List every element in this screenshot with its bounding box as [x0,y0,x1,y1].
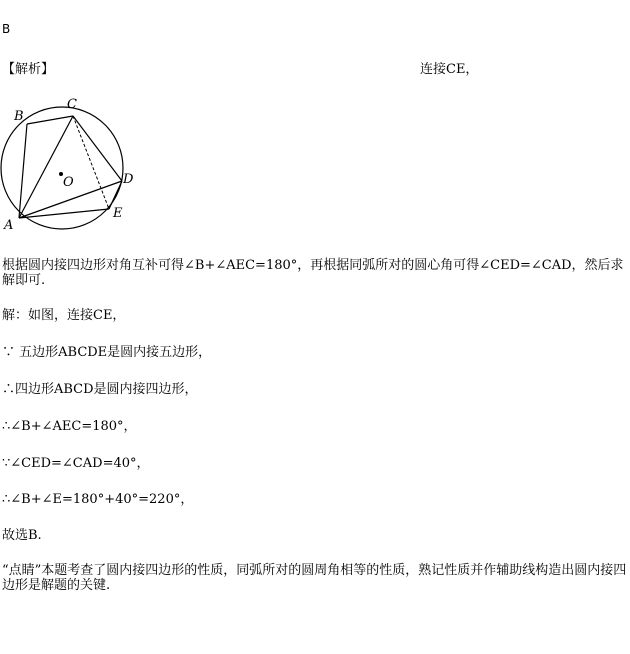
solution-line-3: ∴四边形ABCD是圆内接四边形， [2,382,198,397]
connect-ce-note: 连接CE， [420,62,479,77]
solution-line-6: ∴∠B+∠E=180°+40°=220°， [2,492,194,507]
label-o: O [63,175,74,190]
label-a: A [4,218,14,233]
solution-line-5: ∵∠CED=∠CAD=40°， [2,456,150,471]
solution-line-7: 故选B. [2,528,42,543]
comment-text: “点睛”本题考查了圆内接四边形的性质，同弧所对的圆周角相等的性质，熟记性质并作辅助线构造出圆内接四边形是解题的关键. [2,563,627,593]
solution-line-2: ∵ 五边形ABCDE是圆内接五边形， [2,345,212,360]
edge-bc [27,116,73,124]
diagonal-ac [19,116,73,218]
label-b: B [14,109,24,124]
solution-line-4: ∴∠B+∠AEC=180°， [2,419,137,434]
label-e: E [113,206,123,221]
label-d: D [123,172,134,187]
label-c: C [67,97,77,112]
answer-text: B [2,22,11,36]
dashed-ce [73,116,109,209]
analysis-text: 根据圆内接四边形对角互补可得∠B+∠AEC=180°，再根据同弧所对的圆心角可得∠CED=∠CAD，然后求解即可. [2,258,624,288]
edge-cd [73,116,122,181]
analysis-heading: 【解析】 [2,62,55,77]
geometry-figure [0,88,140,238]
solution-line-1: 解：如图，连接CE， [2,308,126,323]
